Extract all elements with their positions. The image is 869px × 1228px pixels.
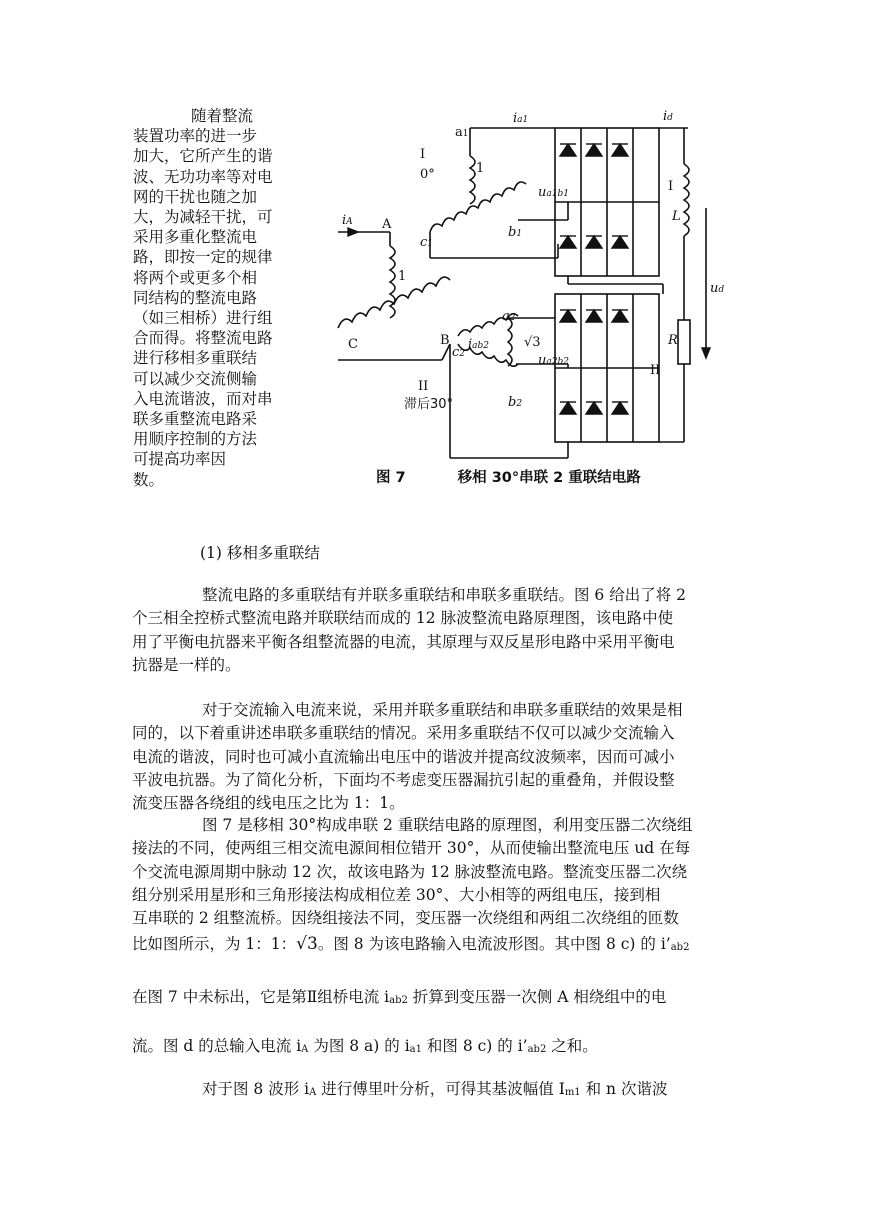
label-one-a: 1 [476, 161, 485, 176]
paragraph-3-ratio-line: 比如图所示，为 1：1：√3。图 8 为该电路输入电流波形图。其中图 8 c) 的 $i’_{ab2}$ [132, 934, 690, 954]
label-sqrt3: √3 [524, 335, 541, 350]
diode-group-2 [560, 310, 628, 414]
text-line: 个交流电源周期中脉动 12 次，故该电路为 12 脉波整流电路。整流变压器二次绕 [132, 862, 688, 881]
diode-group-1 [560, 144, 628, 248]
text-line: 组分别采用星形和三角形接法构成相位差 30°、大小相等的两组电压，接到相 [132, 885, 661, 904]
label-group-1: I [420, 147, 426, 162]
paragraph-3-sum-line: 流。图 d 的总输入电流 $i_A$ 为图 8 a) 的 $i_{a1}$ 和图 8 c) 的 $i’_{ab2}$ 之和。 [132, 1037, 598, 1055]
label-ud: ud [710, 281, 725, 296]
text-line: 入电流谐波，而对串 [133, 389, 273, 408]
inductor-L [684, 164, 689, 236]
label-C: C [348, 337, 358, 352]
text-line: 采用多重化整流电 [133, 228, 258, 247]
text-line: 图 7 是移相 30°构成串联 2 重联结电路的原理图，利用变压器二次绕组 [202, 816, 693, 834]
text-line: 同的，以下着重讲述串联多重联结的情况。采用多重联结不仅可以减少交流输入 [132, 724, 675, 743]
text-line: （如三相桥）进行组 [133, 309, 273, 328]
text-line: 数。 [133, 470, 165, 489]
label-b1: b1 [508, 225, 523, 240]
text-line: 可以减少交流侧输 [133, 369, 258, 388]
text-line: 装置功率的进一步 [133, 127, 258, 146]
label-a2: a2 [502, 309, 516, 324]
label-one-b: 1 [398, 269, 407, 284]
label-zero-deg: 0° [420, 167, 435, 182]
label-c2: c2 [452, 345, 466, 360]
text-line: 可提高功率因 [133, 450, 227, 469]
label-group-2: II [418, 379, 429, 394]
label-bridge-1: I [668, 179, 674, 194]
label-iA: iA [342, 213, 353, 228]
label-ua2b2: ua2b2 [538, 353, 569, 368]
label-A: A [382, 217, 392, 232]
text-line: 大，为减轻干扰，可 [133, 208, 273, 227]
text-line: 联多重整流电路采 [133, 410, 258, 429]
label-ua1b1: ua1b1 [538, 185, 569, 200]
label-a1: a1 [455, 125, 469, 140]
text-line: 抗器是一样的。 [132, 655, 241, 674]
paragraph-4-line: 对于图 8 波形 $i_A$ 进行傅里叶分析，可得其基波幅值 $I_{m1}$ 和 n 次谐波 [202, 1080, 668, 1098]
label-lag: 滞后30° [404, 397, 454, 412]
text-line: 用了平衡电抗器来平衡各组整流器的电流，其原理与双反星形电路中采用平衡电 [132, 632, 675, 651]
paragraph-3-bridge-line: 在图 7 中未标出，它是第Ⅱ组桥电流 $i_{ab2}$ 折算到变压器一次侧 A 相绕组中的电 [132, 988, 667, 1006]
text-line: 路，即按一定的规律 [133, 248, 273, 267]
text-line: 流变压器各绕组的线电压之比为 1：1。 [132, 794, 405, 813]
text-line: 同结构的整流电路 [133, 288, 258, 307]
sidebar-text [133, 106, 293, 490]
figure-caption [376, 466, 641, 487]
text-line: 个三相全控桥式整流电路并联联结而成的 12 脉波整流电路原理图，该电路中使 [132, 609, 674, 628]
label-iab2: iab2 [468, 337, 490, 352]
text-line: 用顺序控制的方法 [133, 430, 258, 449]
text-line: 波、无功功率等对电 [133, 167, 273, 186]
label-c1: c1 [420, 235, 434, 250]
text-line: 合而得。将整流电路 [133, 329, 273, 348]
text-line: 对于交流输入电流来说，采用并联多重联结和串联多重联结的效果是相 [202, 701, 683, 719]
figure-caption-title: 移相 30°串联 2 重联结电路 [457, 470, 641, 486]
text-line: 互串联的 2 组整流桥。因绕组接法不同，变压器一次绕组和两组二次绕组的匝数 [132, 909, 679, 928]
text-line: 电流的谐波，同时也可减小直流输出电压中的谐波并提高纹波频率，因而可减小 [132, 747, 675, 766]
figure-caption-number: 图 7 [376, 470, 406, 486]
paragraph-1 [132, 584, 742, 677]
label-B: B [440, 333, 450, 348]
circuit-figure [318, 108, 725, 488]
label-ia1: ia1 [513, 111, 529, 126]
text-line: 接法的不同，使两组三相交流电源间相位错开 30°，从而使输出整流电压 ud 在每 [132, 839, 691, 858]
label-b2: b2 [508, 395, 523, 410]
text-line: 平波电抗器。为了简化分析，下面均不考虑变压器漏抗引起的重叠角，并假设整 [132, 770, 675, 789]
sqrt3-symbol: √3 [296, 934, 318, 954]
label-L: L [672, 209, 681, 224]
circuit-diagram [318, 108, 725, 468]
label-R: R [668, 333, 678, 348]
label-id: id [663, 109, 673, 124]
text-line: 加大，它所产生的谐 [133, 147, 273, 166]
paragraph-3 [132, 814, 742, 930]
text-line: 进行移相多重联结 [133, 349, 258, 368]
resistor-R [678, 320, 690, 364]
section-heading: (1) 移相多重联结 [200, 544, 320, 562]
text-line: 随着整流 [191, 107, 254, 125]
label-bridge-2: II [650, 363, 661, 378]
text-line: 网的干扰也随之加 [133, 187, 258, 206]
text-line: 将两个或更多个相 [133, 268, 258, 287]
paragraph-2 [132, 699, 742, 815]
text-line: 整流电路的多重联结有并联多重联结和串联多重联结。图 6 给出了将 2 [202, 586, 687, 604]
